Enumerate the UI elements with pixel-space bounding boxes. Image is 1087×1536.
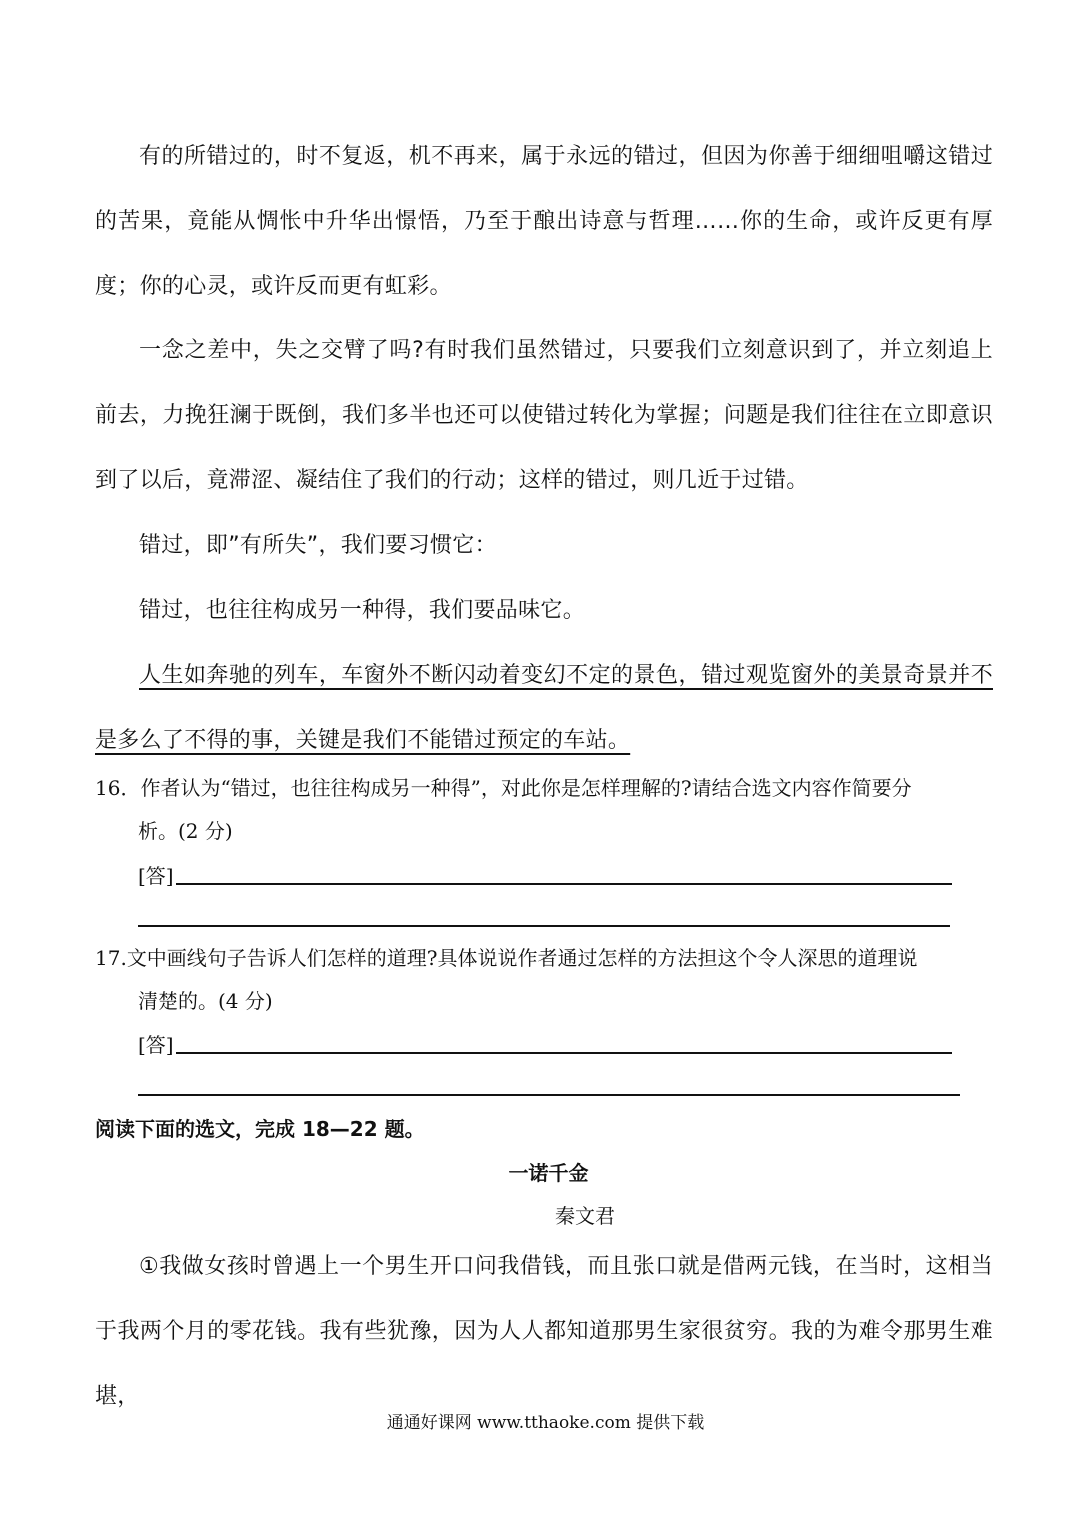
reading-instruction: 阅读下面的选文，完成 18—22 题。 (95, 1117, 425, 1141)
question-text: 作者认为“错过，也往往构成另一种得”，对此你是怎样理解的?请结合选文内容作简要分 (140, 776, 912, 800)
question-number: 17. (95, 946, 127, 970)
paragraph-missed-chance: 一念之差中，失之交臂了吗?有时我们虽然错过，只要我们立刻意识到了，并立刻追上前去，力挽狂澜于既倒，我们多半也还可以使错过转化为掌握；问题是我们往往在立即意识到了以后，竟滞涩、凝结住了我们的行动；这样的错过，则几近于过错。 (95, 338, 993, 493)
question-number: 16． (95, 776, 141, 800)
question-17 (95, 937, 1000, 1023)
question-text-continued: 清楚的。(4 分) (138, 989, 273, 1013)
question-16 (95, 767, 1000, 853)
answer-line[interactable] (138, 1094, 960, 1096)
paragraph-savor-gain: 错过，也往往构成另一种得，我们要品味它。 (139, 598, 586, 623)
answer-label: [答] (138, 1033, 174, 1057)
article-author: 秦文君 (555, 1204, 615, 1228)
question-text: 文中画线句子告诉人们怎样的道理?具体说说作者通过怎样的方法担这个令人深思的道理说 (126, 946, 918, 970)
paragraph-accept-loss: 错过，即”有所失”，我们要习惯它： (139, 533, 497, 558)
article-title: 一诺千金 (508, 1161, 589, 1185)
paragraph-underlined-train (95, 643, 993, 773)
paragraph-missed-forever: 有的所错过的，时不复返，机不再来，属于永远的错过，但因为你善于细细咀嚼这错过的苦果，竟能从惆怅中升华出憬悟，乃至于酿出诗意与哲理……你的生命，或许反更有厚度；你的心灵，或许反而更有虹彩。 (95, 144, 993, 299)
answer-line[interactable] (176, 1052, 952, 1054)
article-paragraph-1: ①我做女孩时曾遇上一个男生开口问我借钱，而且张口就是借两元钱，在当时，这相当于我两个月的零花钱。我有些犹豫，因为人人都知道那男生家很贫穷。我的为难令那男生难堪， (95, 1254, 994, 1409)
answer-label: [答] (138, 864, 174, 888)
question-text-continued: 析。(2 分) (138, 819, 233, 843)
underlined-sentence: 人生如奔驰的列车，车窗外不断闪动着变幻不定的景色，错过观览窗外的美景奇景并不是多么了不得的事，关键是我们不能错过预定的车站。 (95, 663, 993, 753)
answer-line[interactable] (138, 925, 950, 927)
answer-line[interactable] (176, 883, 952, 885)
page-footer: 通通好课网 www.tthaoke.com 提供下载 (386, 1413, 705, 1433)
